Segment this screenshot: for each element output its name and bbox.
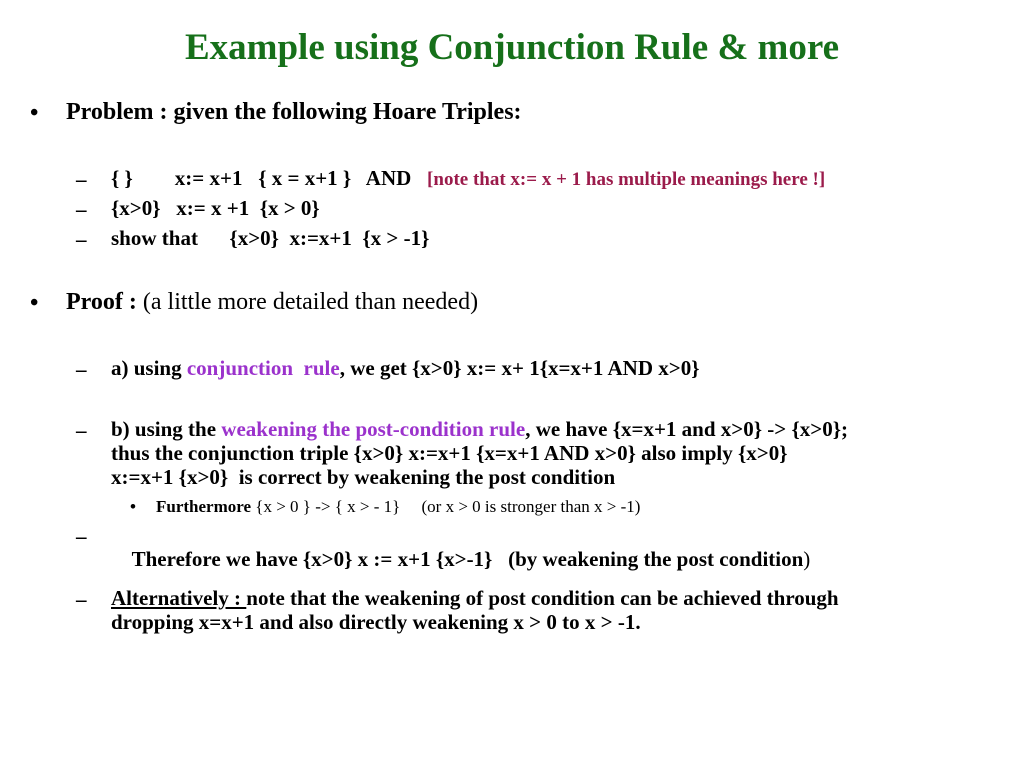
therefore-close: ) <box>803 547 811 571</box>
alternatively-label: Alternatively : <box>111 586 247 610</box>
dash-marker: – <box>76 524 87 548</box>
weakening-rule-text: weakening the post-condition rule <box>221 417 526 441</box>
proof-heading <box>66 288 478 316</box>
alternatively-line-2: dropping x=x+1 and also directly weakening x > 0 to x > -1. <box>111 610 641 634</box>
proof-heading-bold: Proof : <box>66 289 143 315</box>
proof-step-b-line-2: thus the conjunction triple {x>0} x:=x+1 {x=x+1 AND x>0} also imply {x>0} <box>111 441 788 465</box>
alternatively-line-1 <box>111 586 839 610</box>
problem-item-2: {x>0} x:= x +1 {x > 0} <box>111 196 320 220</box>
proof-step-a-pre: a) using <box>111 356 187 380</box>
alternatively-text: note that the weakening of post condition can be achieved through <box>246 586 839 610</box>
furthermore-label: Furthermore <box>156 497 256 516</box>
dash-marker: – <box>76 167 87 191</box>
problem-item-1 <box>111 166 825 192</box>
proof-step-b-line-1 <box>111 417 848 441</box>
proof-step-b-post: , we have {x=x+1 and x>0} -> {x>0}; <box>525 417 848 441</box>
problem-item-1-text: { } x:= x+1 { x = x+1 } AND <box>111 166 412 190</box>
proof-heading-rest: (a little more detailed than needed) <box>142 289 479 315</box>
therefore-line <box>111 523 810 595</box>
dash-marker: – <box>76 587 87 611</box>
bullet-marker: • <box>30 100 39 126</box>
problem-heading: Problem : given the following Hoare Triples: <box>66 99 522 125</box>
slide-title: Example using Conjunction Rule & more <box>184 27 840 68</box>
proof-step-a-post: , we get {x>0} x:= x+ 1{x=x+1 AND x>0} <box>339 356 700 380</box>
proof-step-b-pre: b) using the <box>111 417 222 441</box>
bullet-marker: • <box>30 290 39 316</box>
conjunction-rule-text: conjunction rule <box>186 356 340 380</box>
problem-item-3: show that {x>0} x:=x+1 {x > -1} <box>111 226 430 250</box>
bullet-marker: • <box>130 497 136 516</box>
furthermore-text: {x > 0 } -> { x > - 1} (or x > 0 is stronger than x > -1) <box>255 497 641 516</box>
dash-marker: – <box>76 227 87 251</box>
furthermore-line <box>156 497 640 517</box>
therefore-text: Therefore we have {x>0} x := x+1 {x>-1} (by weakening the post condition <box>131 547 804 571</box>
dash-marker: – <box>76 357 87 381</box>
dash-marker: – <box>76 418 87 442</box>
proof-step-b-line-3: x:=x+1 {x>0} is correct by weakening the post condition <box>111 465 616 489</box>
problem-item-1-note: [note that x:= x + 1 has multiple meanings here !] <box>427 169 826 190</box>
dash-marker: – <box>76 197 87 221</box>
proof-step-a <box>111 356 699 380</box>
